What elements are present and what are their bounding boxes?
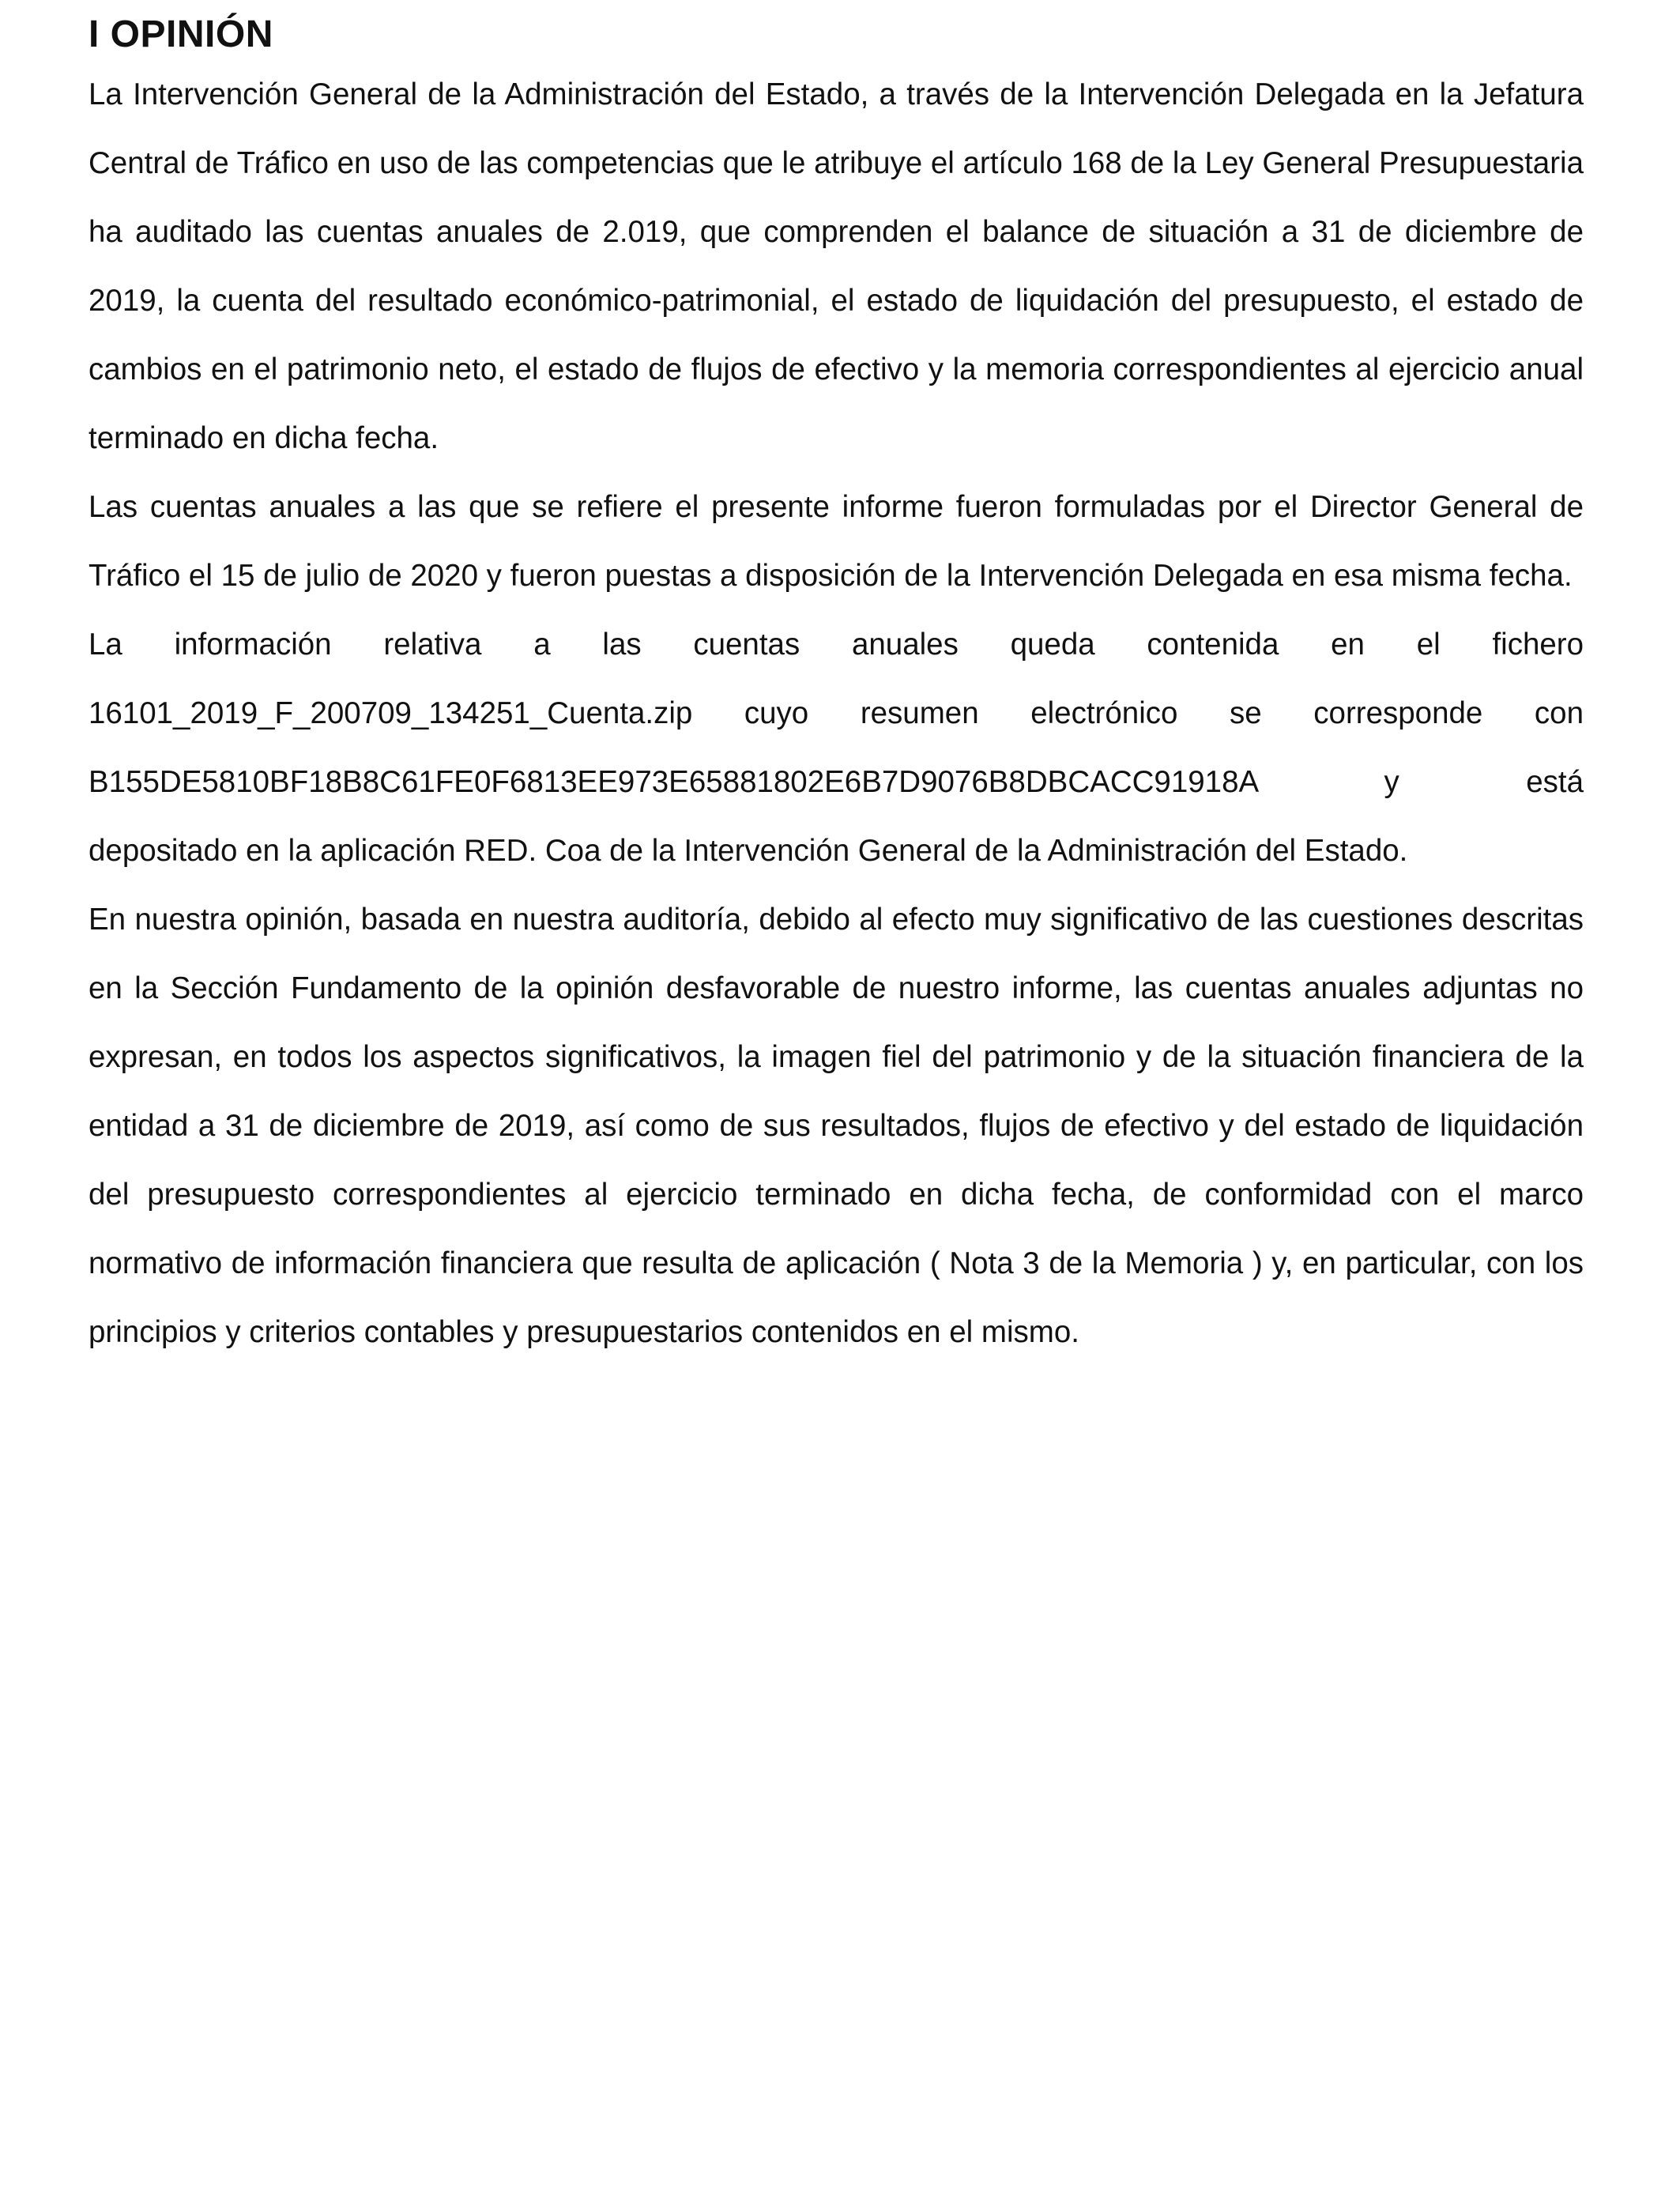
file-line-3: B155DE5810BF18B8C61FE0F6813EE973E65881802E6B7D9076B8DBCACC91918A y está bbox=[89, 765, 1584, 799]
paragraph-audit-scope: La Intervención General de la Administración del Estado, a través de la Intervención Delegada en la Jefatura Central de Tráfico en uso de las competencias que le atribuye el artículo 168 de la Ley General Presupuestaria ha auditado las cuentas anuales de 2.019, que comprenden el balance de situación a 31 de diciembre de 2019, la cuenta del resultado económico-patrimonial, el estado de liquidación del presupuesto, el estado de cambios en el patrimonio neto, el estado de flujos de efectivo y la memoria correspondientes al ejercicio anual terminado en dicha fecha. bbox=[89, 77, 1584, 455]
paragraph-accounts-formulation: Las cuentas anuales a las que se refiere el presente informe fueron formuladas por el Director General de Tráfico el 15 de julio de 2020 y fueron puestas a disposición de la Intervención Delegada en esa misma fecha. bbox=[89, 490, 1584, 593]
file-line-4: depositado en la aplicación RED. Coa de la Intervención General de la Administración del Estado. bbox=[89, 834, 1408, 868]
paragraph-accounts-file bbox=[89, 610, 1584, 885]
document-content bbox=[89, 9, 1584, 1367]
paragraph-opinion: En nuestra opinión, basada en nuestra auditoría, debido al efecto muy significativo de las cuestiones descritas en la Sección Fundamento de la opinión desfavorable de nuestro informe, las cuentas anuales adjuntas no expresan, en todos los aspectos significativos, la imagen fiel del patrimonio y de la situación financiera de la entidad a 31 de diciembre de 2019, así como de sus resultados, flujos de efectivo y del estado de liquidación del presupuesto correspondientes al ejercicio terminado en dicha fecha, de conformidad con el marco normativo de información financiera que resulta de aplicación ( Nota 3 de la Memoria ) y, en particular, con los principios y criterios contables y presupuestarios contenidos en el mismo. bbox=[89, 903, 1584, 1349]
file-line-1: La información relativa a las cuentas anuales queda contenida en el fichero bbox=[89, 628, 1584, 662]
file-line-2: 16101_2019_F_200709_134251_Cuenta.zip cuyo resumen electrónico se corresponde con bbox=[89, 696, 1584, 730]
section-title: I OPINIÓN bbox=[89, 13, 273, 55]
